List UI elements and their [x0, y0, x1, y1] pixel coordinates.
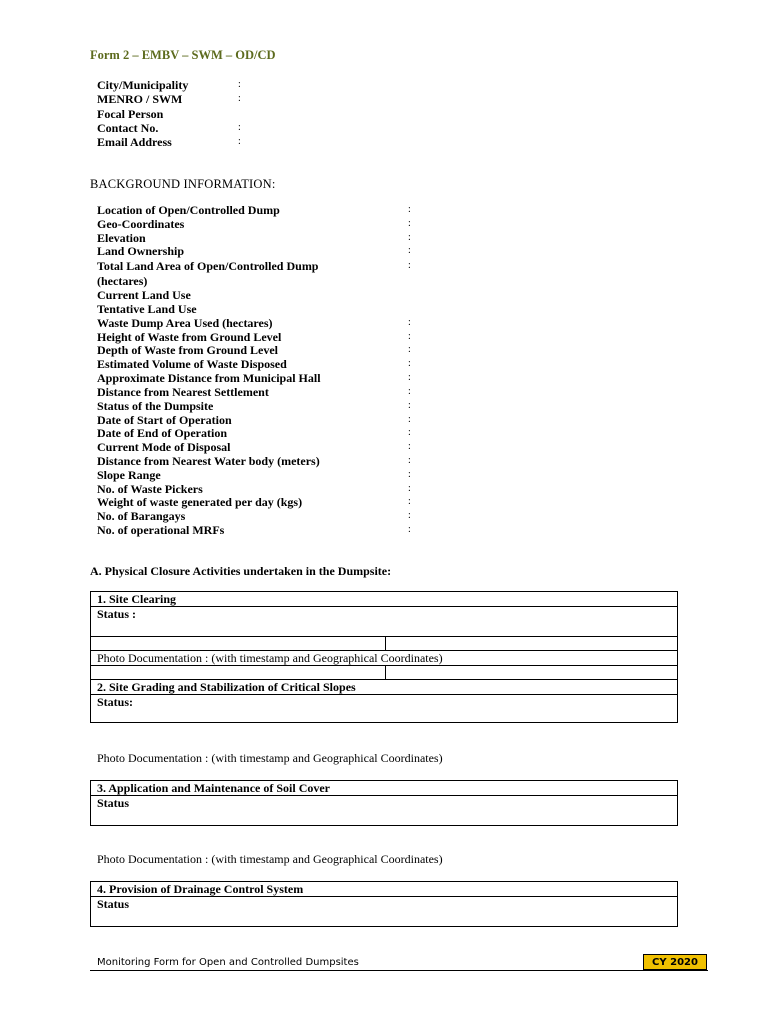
site-clearing-photo-doc: Photo Documentation : (with timestamp and Geographical Coordinates) [91, 651, 678, 666]
background-title: BACKGROUND INFORMATION: [90, 177, 276, 191]
photo-doc-label: Photo Documentation : (with timestamp and Geographical Coordinates) [97, 751, 443, 765]
site-clearing-status[interactable]: Status : [91, 607, 678, 637]
bg-colon: : [408, 510, 411, 521]
bg-label: Weight of waste generated per day (kgs) [97, 495, 303, 509]
photo-cell-right[interactable] [386, 637, 678, 651]
section-a-title: A. Physical Closure Activities undertaken in the Dumpsite: [90, 564, 392, 578]
form-title: Form 2 – EMBV – SWM – OD/CD [90, 48, 276, 62]
bg-colon: : [408, 344, 411, 355]
bg-colon: : [408, 372, 411, 383]
bg-label: Total Land Area of Open/Controlled Dump [97, 259, 319, 273]
photo-cell-left[interactable] [91, 637, 386, 651]
bg-label: Geo-Coordinates [97, 217, 185, 231]
site-clearing-box [90, 591, 678, 723]
bg-colon: : [408, 400, 411, 411]
soil-cover-box [90, 780, 678, 826]
bg-colon: : [408, 331, 411, 342]
soil-cover-heading: 3. Application and Maintenance of Soil Cover [91, 781, 678, 796]
drainage-box [90, 881, 678, 927]
bg-label: Distance from Nearest Water body (meters) [97, 454, 320, 468]
header-label-menro: MENRO / SWM [97, 92, 183, 106]
soil-cover-status[interactable]: Status [91, 796, 678, 826]
header-colon: : [238, 79, 241, 90]
bg-colon: : [408, 469, 411, 480]
bg-label: Current Land Use [97, 288, 191, 302]
bg-label: Status of the Dumpsite [97, 399, 214, 413]
photo-doc-label: Photo Documentation : (with timestamp and Geographical Coordinates) [97, 852, 443, 866]
bg-label: (hectares) [97, 274, 148, 288]
bg-colon: : [408, 204, 411, 215]
header-label-contact: Contact No. [97, 121, 159, 135]
bg-colon: : [408, 358, 411, 369]
bg-colon: : [408, 245, 411, 256]
header-label-email: Email Address [97, 135, 172, 149]
bg-label: Estimated Volume of Waste Disposed [97, 357, 287, 371]
footer-text: Monitoring Form for Open and Controlled Dumpsites [97, 957, 359, 968]
photo-cell-left[interactable] [91, 666, 386, 680]
bg-label: Slope Range [97, 468, 161, 482]
bg-label: Tentative Land Use [97, 302, 197, 316]
bg-label: Elevation [97, 231, 146, 245]
bg-label: Depth of Waste from Ground Level [97, 343, 279, 357]
footer-divider [90, 970, 708, 971]
bg-colon: : [408, 232, 411, 243]
header-colon: : [238, 93, 241, 104]
bg-colon: : [408, 455, 411, 466]
bg-colon: : [408, 483, 411, 494]
header-colon: : [238, 122, 241, 133]
bg-label: Date of End of Operation [97, 426, 227, 440]
bg-label: Height of Waste from Ground Level [97, 330, 282, 344]
drainage-status[interactable]: Status [91, 897, 678, 927]
bg-colon: : [408, 317, 411, 328]
header-label-city: City/Municipality [97, 78, 189, 92]
bg-label: No. of operational MRFs [97, 523, 225, 537]
bg-colon: : [408, 386, 411, 397]
bg-label: No. of Waste Pickers [97, 482, 203, 496]
year-badge: CY 2020 [643, 954, 707, 970]
header-label-focal-person: Focal Person [97, 107, 164, 121]
site-grading-status[interactable]: Status: [91, 695, 678, 723]
site-grading-heading: 2. Site Grading and Stabilization of Critical Slopes [91, 680, 678, 695]
bg-label: Land Ownership [97, 244, 185, 258]
bg-label: Current Mode of Disposal [97, 440, 231, 454]
bg-label: No. of Barangays [97, 509, 186, 523]
site-clearing-heading: 1. Site Clearing [91, 592, 678, 607]
bg-colon: : [408, 218, 411, 229]
bg-label: Location of Open/Controlled Dump [97, 203, 280, 217]
bg-colon: : [408, 260, 411, 271]
bg-colon: : [408, 414, 411, 425]
header-colon: : [238, 136, 241, 147]
bg-colon: : [408, 441, 411, 452]
bg-colon: : [408, 524, 411, 535]
bg-label: Distance from Nearest Settlement [97, 385, 269, 399]
bg-label: Approximate Distance from Municipal Hall [97, 371, 321, 385]
bg-label: Date of Start of Operation [97, 413, 232, 427]
photo-cell-right[interactable] [386, 666, 678, 680]
bg-colon: : [408, 427, 411, 438]
bg-label: Waste Dump Area Used (hectares) [97, 316, 273, 330]
drainage-heading: 4. Provision of Drainage Control System [91, 882, 678, 897]
bg-colon: : [408, 496, 411, 507]
